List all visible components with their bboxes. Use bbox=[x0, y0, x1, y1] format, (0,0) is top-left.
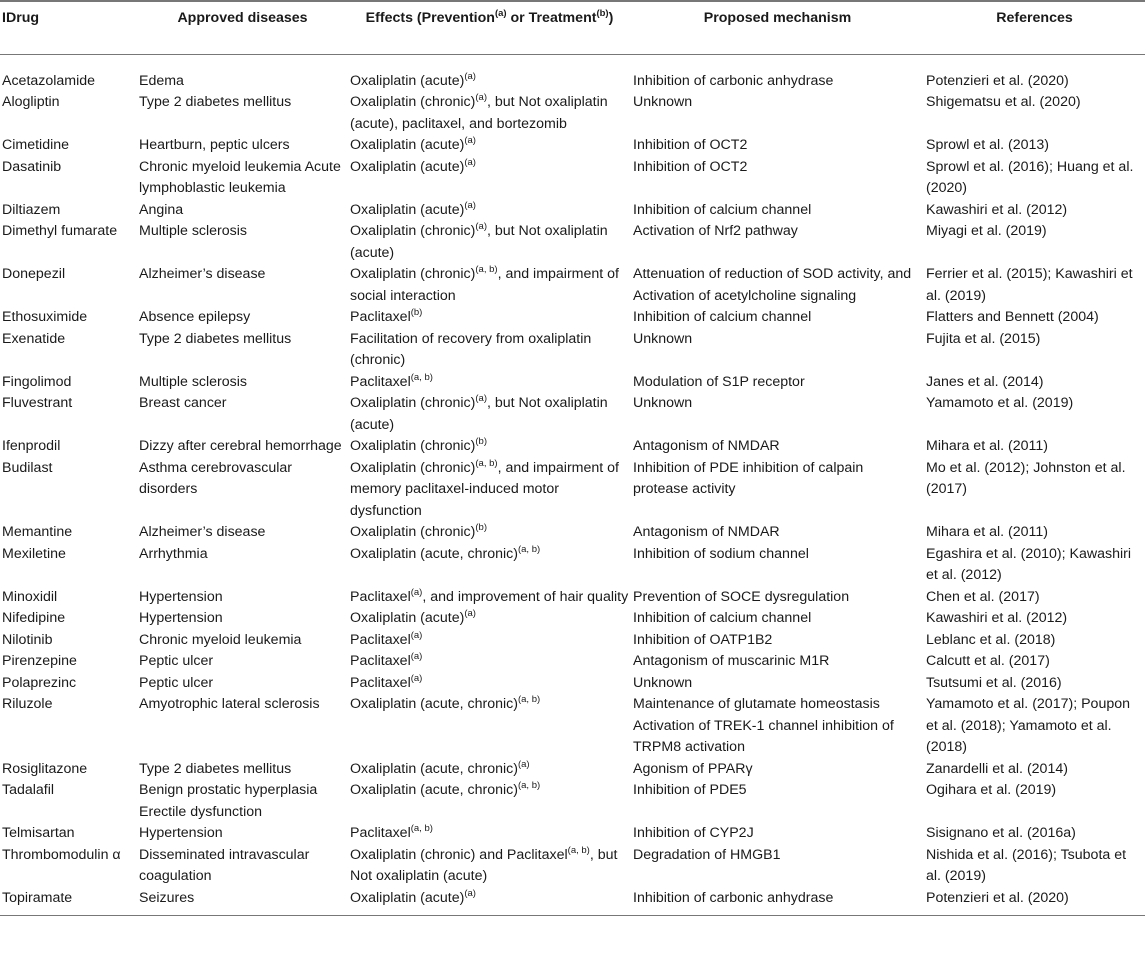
cell-mechanism: Inhibition of OATP1B2 bbox=[633, 631, 773, 648]
cell-approved-disease: Hypertension bbox=[139, 825, 223, 841]
text-run: Oxaliplatin (acute, chronic) bbox=[350, 696, 518, 712]
cell-mechanism: Unknown bbox=[633, 330, 693, 347]
superscript-note: (a) bbox=[494, 8, 507, 19]
text-run: ) bbox=[608, 10, 614, 26]
cell-drug: Donepezil bbox=[2, 266, 66, 282]
cell-approved-disease: Type 2 diabetes mellitus bbox=[139, 330, 292, 347]
cell-mechanism: Unknown bbox=[633, 674, 693, 691]
text-run: Oxaliplatin (chronic) bbox=[350, 524, 476, 540]
text-run: Paclitaxel bbox=[350, 373, 411, 390]
text-run: , and improvement of hair quality bbox=[422, 588, 629, 605]
cell-references: Leblanc et al. (2018) bbox=[926, 631, 1056, 648]
table-row bbox=[0, 544, 1145, 587]
cell-references: Sprowl et al. (2013) bbox=[926, 137, 1050, 153]
cell-drug: Ethosuximide bbox=[2, 309, 88, 325]
superscript-note: (a) bbox=[475, 92, 487, 103]
superscript-note: (a, b) bbox=[567, 844, 590, 856]
table-row bbox=[0, 845, 1145, 888]
cell-references: Nishida et al. (2016); Tsubota et al. (2019) bbox=[926, 846, 1127, 884]
cell-effects bbox=[348, 780, 631, 823]
cell-references: Kawashiri et al. (2012) bbox=[926, 201, 1068, 218]
cell-approved-disease: Chronic myeloid leukemia bbox=[139, 631, 302, 648]
cell-approved-disease: Heartburn, peptic ulcers bbox=[139, 137, 290, 153]
text-run: or Treatment bbox=[506, 10, 597, 26]
table-header bbox=[0, 0, 1145, 54]
text-run: Oxaliplatin (acute) bbox=[350, 158, 465, 175]
cell-effects bbox=[348, 673, 631, 695]
cell-effects bbox=[348, 458, 631, 523]
text-run: Oxaliplatin (acute) bbox=[350, 137, 465, 153]
cell-approved-disease: Chronic myeloid leukemia Acute lymphoblastic leukemia bbox=[139, 158, 341, 196]
table-row bbox=[0, 307, 1145, 329]
cell-mechanism: Antagonism of muscarinic M1R bbox=[633, 653, 830, 669]
cell-drug: Pirenzepine bbox=[2, 653, 77, 669]
cell-references: Potenzieri et al. (2020) bbox=[926, 72, 1069, 89]
header-mechanism bbox=[631, 0, 924, 54]
cell-approved-disease: Type 2 diabetes mellitus bbox=[139, 760, 292, 777]
cell-drug: Mexiletine bbox=[2, 545, 66, 562]
cell-approved-disease: Hypertension bbox=[139, 610, 223, 626]
superscript-note: (a) bbox=[464, 156, 476, 168]
table-row bbox=[0, 458, 1145, 523]
cell-effects bbox=[348, 587, 631, 609]
cell-effects bbox=[348, 694, 631, 759]
cell-approved-disease: Disseminated intravascular coagulation bbox=[139, 846, 310, 884]
table-row bbox=[0, 157, 1145, 200]
cell-effects bbox=[348, 759, 631, 781]
cell-mechanism: Maintenance of glutamate homeostasis Activation of TREK-1 channel inhibition of TRPM8 activation bbox=[633, 696, 894, 755]
cell-references: Mihara et al. (2011) bbox=[926, 524, 1048, 540]
superscript-note: (b) bbox=[475, 522, 487, 533]
cell-approved-disease: Amyotrophic lateral sclerosis bbox=[139, 696, 320, 712]
table-row bbox=[0, 630, 1145, 652]
cell-approved-disease: Peptic ulcer bbox=[139, 653, 214, 669]
cell-approved-disease: Multiple sclerosis bbox=[139, 373, 248, 390]
cell-mechanism: Inhibition of PDE inhibition of calpain protease activity bbox=[633, 459, 864, 497]
text-run: , and impairment of social interaction bbox=[350, 266, 620, 304]
superscript-note: (a, b) bbox=[410, 823, 433, 834]
text-run: Oxaliplatin (chronic) and Paclitaxel bbox=[350, 846, 568, 863]
cell-mechanism: Prevention of SOCE dysregulation bbox=[633, 588, 850, 605]
cell-drug: Rosiglitazone bbox=[2, 760, 88, 777]
text-run: Oxaliplatin (acute) bbox=[350, 889, 465, 906]
table-row bbox=[0, 759, 1145, 781]
cell-mechanism: Unknown bbox=[633, 395, 693, 411]
table-row bbox=[0, 200, 1145, 222]
table-row bbox=[0, 608, 1145, 630]
cell-mechanism: Inhibition of calcium channel bbox=[633, 309, 812, 325]
cell-drug: Telmisartan bbox=[2, 825, 75, 841]
text-run: Oxaliplatin (acute) bbox=[350, 610, 465, 626]
cell-effects bbox=[348, 264, 631, 307]
cell-approved-disease: Alzheimer’s disease bbox=[139, 524, 266, 540]
superscript-note: (a) bbox=[464, 199, 476, 211]
cell-drug: Riluzole bbox=[2, 696, 53, 712]
table-body bbox=[0, 54, 1145, 916]
cell-approved-disease: Arrhythmia bbox=[139, 545, 208, 562]
cell-references: Sprowl et al. (2016); Huang et al. (2020) bbox=[926, 158, 1134, 196]
cell-mechanism: Inhibition of sodium channel bbox=[633, 545, 809, 562]
cell-references: Mihara et al. (2011) bbox=[926, 438, 1048, 454]
cell-approved-disease: Dizzy after cerebral hemorrhage bbox=[139, 438, 342, 454]
cell-references: Miyagi et al. (2019) bbox=[926, 223, 1047, 239]
cell-drug: Topiramate bbox=[0, 888, 137, 916]
superscript-note: (a, b) bbox=[475, 264, 498, 275]
cell-mechanism: Activation of Nrf2 pathway bbox=[633, 223, 798, 239]
table-row bbox=[0, 393, 1145, 436]
superscript-note: (a, b) bbox=[517, 543, 541, 555]
superscript-note: (b) bbox=[410, 307, 423, 318]
table-row bbox=[0, 221, 1145, 264]
text-run: Oxaliplatin (acute, chronic) bbox=[350, 545, 518, 562]
superscript-note: (a) bbox=[475, 221, 487, 232]
cell-references: Potenzieri et al. (2020) bbox=[924, 888, 1145, 916]
header-references bbox=[924, 0, 1145, 54]
cell-approved-disease: Angina bbox=[139, 201, 184, 218]
header-drug bbox=[0, 0, 137, 54]
superscript-note: (a) bbox=[464, 887, 476, 899]
cell-mechanism: Inhibition of calcium channel bbox=[633, 201, 812, 218]
cell-mechanism: Inhibition of carbonic anhydrase bbox=[631, 888, 924, 916]
text-run: , but Not oxaliplatin (acute) bbox=[350, 223, 608, 261]
cell-drug: Acetazolamide bbox=[2, 72, 96, 89]
superscript-note: (a) bbox=[517, 758, 530, 770]
superscript-note: (a) bbox=[410, 629, 423, 641]
cell-effects bbox=[348, 54, 631, 92]
text-run: IDrug bbox=[2, 10, 40, 26]
text-run: Paclitaxel bbox=[350, 309, 411, 325]
cell-mechanism: Inhibition of calcium channel bbox=[633, 610, 812, 626]
superscript-note: (a) bbox=[410, 651, 423, 662]
text-run: Paclitaxel bbox=[350, 588, 411, 605]
cell-drug: Dimethyl fumarate bbox=[2, 223, 118, 239]
top-rule bbox=[0, 0, 1145, 2]
superscript-note: (a) bbox=[464, 70, 476, 82]
cell-references: Shigematsu et al. (2020) bbox=[926, 94, 1081, 110]
cell-effects bbox=[348, 544, 631, 587]
cell-drug: Ifenprodil bbox=[2, 438, 61, 454]
table-row bbox=[0, 587, 1145, 609]
cell-drug: Diltiazem bbox=[2, 201, 61, 218]
superscript-note: (a, b) bbox=[475, 457, 498, 469]
cell-references: Flatters and Bennett (2004) bbox=[926, 309, 1099, 325]
cell-effects bbox=[348, 92, 631, 135]
text-run: Paclitaxel bbox=[350, 631, 411, 648]
superscript-note: (b) bbox=[475, 436, 487, 447]
cell-references: Calcutt et al. (2017) bbox=[926, 653, 1050, 669]
superscript-note: (a) bbox=[464, 608, 476, 619]
table-row bbox=[0, 329, 1145, 372]
text-run: Effects (Prevention bbox=[365, 10, 495, 26]
table-row bbox=[0, 264, 1145, 307]
superscript-note: (a) bbox=[410, 672, 423, 684]
cell-approved-disease: Type 2 diabetes mellitus bbox=[139, 94, 292, 110]
cell-references: Ogihara et al. (2019) bbox=[926, 782, 1057, 798]
table-row bbox=[0, 522, 1145, 544]
cell-approved-disease: Multiple sclerosis bbox=[139, 223, 248, 239]
table-row bbox=[0, 673, 1145, 695]
cell-effects bbox=[348, 888, 631, 916]
cell-references: Kawashiri et al. (2012) bbox=[926, 610, 1068, 626]
cell-mechanism: Inhibition of OCT2 bbox=[633, 158, 748, 175]
cell-drug: Fluvestrant bbox=[2, 395, 73, 411]
cell-drug: Dasatinib bbox=[2, 158, 62, 175]
cell-effects bbox=[348, 135, 631, 157]
header-effects bbox=[348, 0, 631, 54]
text-run: Oxaliplatin (chronic) bbox=[350, 94, 476, 110]
superscript-note: (a, b) bbox=[517, 780, 541, 791]
text-run: , but Not oxaliplatin (acute), paclitaxel, and bortezomib bbox=[350, 94, 608, 132]
cell-mechanism: Unknown bbox=[633, 94, 693, 110]
cell-drug: Polaprezinc bbox=[2, 674, 77, 691]
table-row bbox=[0, 436, 1145, 458]
cell-approved-disease: Benign prostatic hyperplasia Erectile dysfunction bbox=[139, 782, 318, 820]
cell-mechanism: Modulation of S1P receptor bbox=[633, 373, 805, 390]
cell-effects bbox=[348, 823, 631, 845]
cell-drug: Tadalafil bbox=[2, 782, 55, 798]
text-run: Oxaliplatin (acute, chronic) bbox=[350, 760, 518, 777]
cell-mechanism: Degradation of HMGB1 bbox=[633, 846, 781, 863]
text-run: Oxaliplatin (chronic) bbox=[350, 266, 476, 282]
cell-drug: Fingolimod bbox=[2, 373, 72, 390]
cell-approved-disease: Edema bbox=[139, 72, 184, 89]
cell-approved-disease: Absence epilepsy bbox=[139, 309, 251, 325]
text-run: , but Not oxaliplatin (acute) bbox=[350, 395, 608, 433]
table-row bbox=[0, 372, 1145, 394]
cell-references: Sisignano et al. (2016a) bbox=[926, 825, 1076, 841]
superscript-note: (a, b) bbox=[517, 694, 541, 705]
table-row bbox=[0, 780, 1145, 823]
cell-references: Egashira et al. (2010); Kawashiri et al. (2012) bbox=[926, 545, 1132, 583]
cell-approved-disease: Alzheimer’s disease bbox=[139, 266, 266, 282]
cell-drug: Nifedipine bbox=[2, 610, 66, 626]
cell-effects bbox=[348, 651, 631, 673]
header-approved-diseases bbox=[137, 0, 348, 54]
cell-approved-disease: Seizures bbox=[137, 888, 348, 916]
text-run: Proposed mechanism bbox=[703, 10, 852, 26]
cell-drug: Budilast bbox=[2, 459, 53, 476]
header-row bbox=[0, 0, 1145, 54]
superscript-note: (b) bbox=[596, 8, 609, 19]
text-run: References bbox=[996, 10, 1073, 26]
cell-references: Janes et al. (2014) bbox=[926, 373, 1044, 390]
cell-drug: Memantine bbox=[2, 524, 73, 540]
cell-approved-disease: Breast cancer bbox=[139, 395, 227, 411]
cell-drug: Minoxidil bbox=[2, 588, 58, 605]
table-row bbox=[0, 54, 1145, 92]
cell-effects bbox=[348, 221, 631, 264]
text-run: Oxaliplatin (chronic) bbox=[350, 459, 476, 476]
cell-approved-disease: Asthma cerebrovascular disorders bbox=[139, 459, 292, 497]
text-run: Oxaliplatin (acute) bbox=[350, 72, 465, 89]
cell-references: Fujita et al. (2015) bbox=[926, 330, 1041, 347]
cell-effects bbox=[348, 608, 631, 630]
text-run: Paclitaxel bbox=[350, 653, 411, 669]
cell-references: Yamamoto et al. (2017); Poupon et al. (2018); Yamamoto et al. (2018) bbox=[926, 696, 1130, 755]
cell-mechanism: Inhibition of PDE5 bbox=[633, 782, 747, 798]
cell-effects bbox=[348, 157, 631, 200]
cell-mechanism: Inhibition of carbonic anhydrase bbox=[633, 72, 834, 89]
table-row bbox=[0, 135, 1145, 157]
cell-approved-disease: Peptic ulcer bbox=[139, 674, 214, 691]
text-run: Facilitation of recovery from oxaliplatin (chronic) bbox=[350, 330, 592, 368]
cell-references: Tsutsumi et al. (2016) bbox=[926, 674, 1062, 691]
table-row bbox=[0, 823, 1145, 845]
text-run: , and impairment of memory paclitaxel-induced motor dysfunction bbox=[350, 459, 620, 519]
superscript-note: (a, b) bbox=[410, 371, 433, 383]
cell-mechanism: Agonism of PPARγ bbox=[633, 760, 753, 777]
cell-drug: Cimetidine bbox=[2, 137, 70, 153]
cell-drug: Thrombomodulin α bbox=[2, 846, 121, 863]
cell-effects bbox=[348, 845, 631, 888]
cell-references: Yamamoto et al. (2019) bbox=[926, 395, 1074, 411]
text-run: Approved diseases bbox=[177, 10, 308, 26]
cell-references: Chen et al. (2017) bbox=[926, 588, 1040, 605]
text-run: Oxaliplatin (chronic) bbox=[350, 395, 476, 411]
superscript-note: (a) bbox=[475, 393, 487, 404]
cell-effects bbox=[348, 436, 631, 458]
table-row bbox=[0, 888, 1145, 916]
text-run: Oxaliplatin (chronic) bbox=[350, 223, 476, 239]
cell-approved-disease: Hypertension bbox=[139, 588, 223, 605]
text-run: Paclitaxel bbox=[350, 674, 411, 691]
cell-mechanism: Inhibition of CYP2J bbox=[633, 825, 754, 841]
cell-mechanism: Antagonism of NMDAR bbox=[633, 524, 780, 540]
text-run: Oxaliplatin (acute) bbox=[350, 201, 465, 218]
cell-references: Zanardelli et al. (2014) bbox=[926, 760, 1068, 777]
text-run: Oxaliplatin (acute, chronic) bbox=[350, 782, 518, 798]
cell-references: Ferrier et al. (2015); Kawashiri et al. (2019) bbox=[926, 266, 1133, 304]
cell-drug: Exenatide bbox=[2, 330, 66, 347]
cell-mechanism: Antagonism of NMDAR bbox=[633, 438, 780, 454]
cell-effects bbox=[348, 630, 631, 652]
text-run: Paclitaxel bbox=[350, 825, 411, 841]
cell-effects bbox=[348, 329, 631, 372]
cell-effects bbox=[348, 307, 631, 329]
cell-effects bbox=[348, 393, 631, 436]
cell-effects bbox=[348, 522, 631, 544]
cell-mechanism: Attenuation of reduction of SOD activity, and Activation of acetylcholine signaling bbox=[633, 266, 912, 304]
superscript-note: (a) bbox=[464, 135, 476, 146]
cell-mechanism: Inhibition of OCT2 bbox=[633, 137, 748, 153]
cell-drug: Alogliptin bbox=[2, 94, 60, 110]
cell-effects bbox=[348, 200, 631, 222]
table-row bbox=[0, 651, 1145, 673]
table-row bbox=[0, 92, 1145, 135]
text-run: Oxaliplatin (chronic) bbox=[350, 438, 476, 454]
text-run: , but Not oxaliplatin (acute) bbox=[350, 846, 618, 884]
cell-effects bbox=[348, 372, 631, 394]
superscript-note: (a) bbox=[410, 586, 423, 598]
cell-references: Mo et al. (2012); Johnston et al. (2017) bbox=[926, 459, 1126, 497]
table-row bbox=[0, 694, 1145, 759]
cell-drug: Nilotinib bbox=[2, 631, 53, 648]
